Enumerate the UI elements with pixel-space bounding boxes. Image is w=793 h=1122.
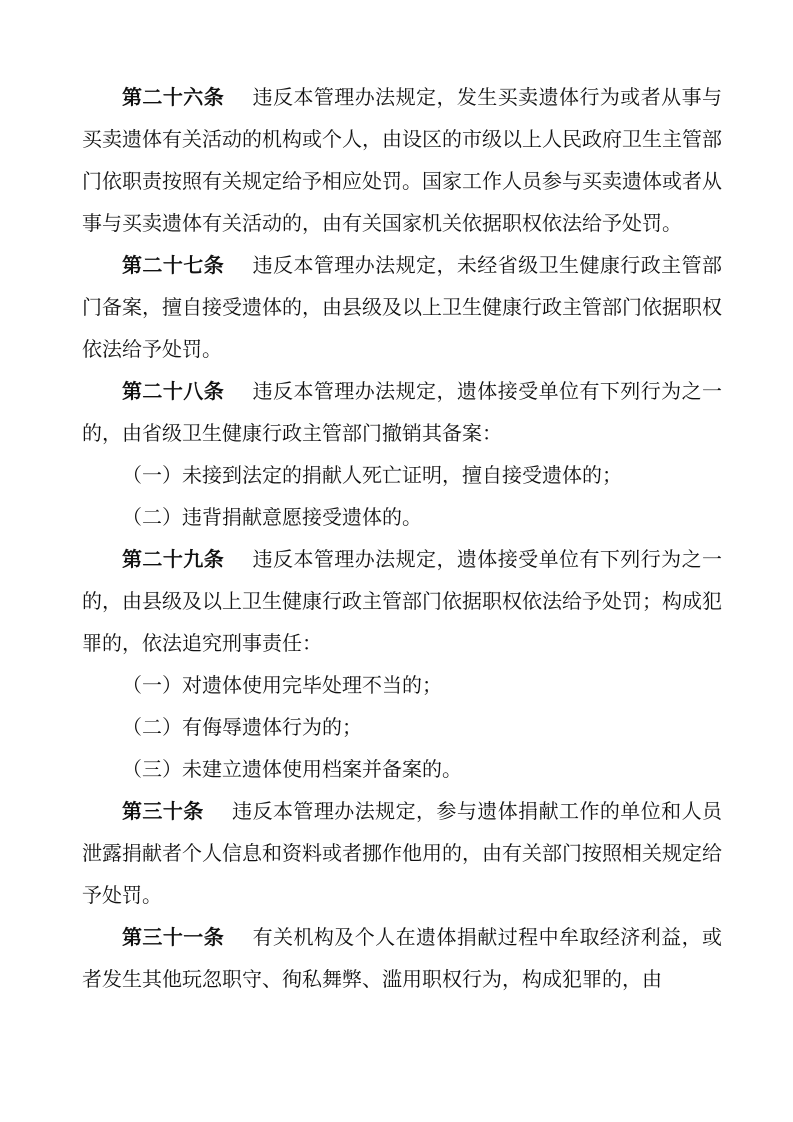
article-26 bbox=[82, 76, 722, 244]
article-28 bbox=[82, 370, 722, 454]
article-label: 第三十条 bbox=[122, 799, 204, 823]
document-body bbox=[82, 76, 722, 1000]
article-text: 有关机构及个人在遗体捐献过程中牟取经济利益，或者发生其他玩忽职守、徇私舞弊、滥用职权行为，构成犯罪的，由 bbox=[82, 925, 723, 991]
article-29-item-2: （二）有侮辱遗体行为的； bbox=[122, 715, 362, 739]
article-28-item-1: （一）未接到法定的捐献人死亡证明，擅自接受遗体的； bbox=[122, 463, 622, 487]
article-label: 第二十九条 bbox=[122, 547, 225, 571]
article-27 bbox=[82, 244, 722, 370]
article-28-item-2: （二）违背捐献意愿接受遗体的。 bbox=[122, 505, 422, 529]
article-text: 违反本管理办法规定，参与遗体捐献工作的单位和人员泄露捐献者个人信息和资料或者挪作他用的，由有关部门按照相关规定给予处罚。 bbox=[82, 799, 723, 907]
article-29-item-3: （三）未建立遗体使用档案并备案的。 bbox=[122, 757, 462, 781]
article-text: 违反本管理办法规定，遗体接受单位有下列行为之一的，由省级卫生健康行政主管部门撤销其备案： bbox=[82, 379, 723, 445]
article-29 bbox=[82, 538, 722, 664]
article-30 bbox=[82, 790, 722, 916]
article-label: 第二十六条 bbox=[122, 85, 225, 109]
article-text: 违反本管理办法规定，未经省级卫生健康行政主管部门备案，擅自接受遗体的，由县级及以上卫生健康行政主管部门依据职权依法给予处罚。 bbox=[82, 253, 723, 361]
article-text: 违反本管理办法规定，发生买卖遗体行为或者从事与买卖遗体有关活动的机构或个人，由设区的市级以上人民政府卫生主管部门依职责按照有关规定给予相应处罚。国家工作人员参与买卖遗体或者从事与买卖遗体有关活动的，由有关国家机关依据职权依法给予处罚。 bbox=[82, 85, 723, 235]
article-31 bbox=[82, 916, 722, 1000]
article-label: 第二十八条 bbox=[122, 379, 225, 403]
article-label: 第二十七条 bbox=[122, 253, 225, 277]
article-29-item-1: （一）对遗体使用完毕处理不当的； bbox=[122, 673, 442, 697]
article-text: 违反本管理办法规定，遗体接受单位有下列行为之一的，由县级及以上卫生健康行政主管部门依据职权依法给予处罚；构成犯罪的，依法追究刑事责任： bbox=[82, 547, 723, 655]
article-label: 第三十一条 bbox=[122, 925, 225, 949]
